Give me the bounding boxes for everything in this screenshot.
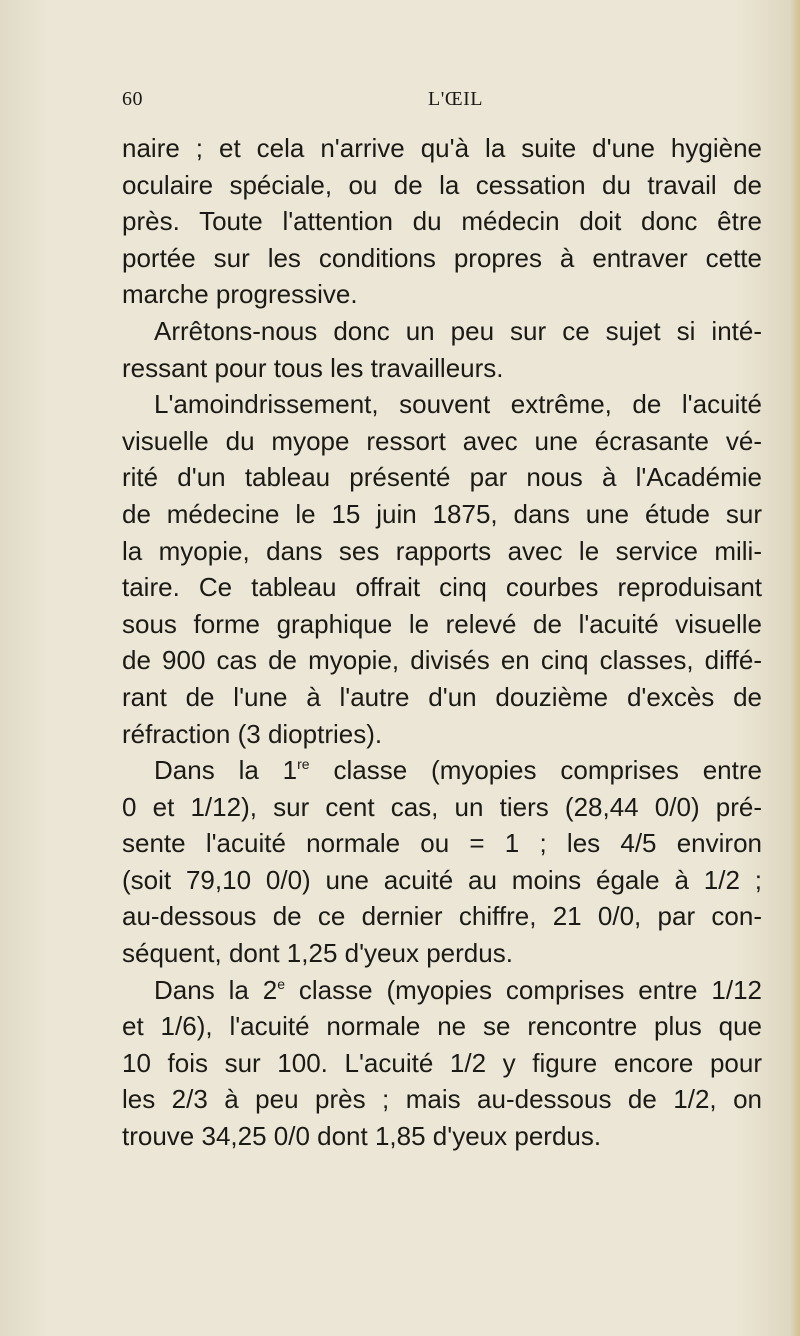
text-line: la myopie, dans ses rapports avec le service mili- — [122, 535, 762, 566]
text-line: 0 et 1/12), sur cent cas, un tiers (28,44 0/0) pré- — [122, 791, 762, 822]
text-line: sente l'acuité normale ou = 1 ; les 4/5 environ — [122, 828, 762, 859]
text-line: ressant pour tous les travailleurs. — [122, 352, 504, 383]
text-line: trouve 34,25 0/0 dont 1,85 d'yeux perdus. — [122, 1121, 602, 1152]
text-line: les 2/3 à peu près ; mais au-dessous de 1/2, on — [122, 1084, 762, 1115]
text-line: portée sur les conditions propres à entraver cette — [122, 242, 762, 273]
text-fragment: Dans la 2 — [154, 974, 278, 1005]
text-line-with-superscript — [122, 752, 762, 789]
text-line: visuelle du myope ressort avec une écrasante vé- — [122, 425, 762, 456]
text-line: rant de l'une à l'autre d'un douzième d'excès de — [122, 681, 762, 712]
text-line: oculaire spéciale, ou de la cessation du travail de — [122, 169, 762, 200]
text-line: de médecine le 15 juin 1875, dans une étude sur — [122, 498, 762, 529]
text-line: Arrêtons-nous donc un peu sur ce sujet si inté- — [154, 315, 762, 346]
text-line: rité d'un tableau présenté par nous à l'Académie — [122, 462, 762, 493]
text-line: taire. Ce tableau offrait cinq courbes reproduisant — [122, 572, 762, 603]
text-line: L'amoindrissement, souvent extrême, de l'acuité — [154, 389, 762, 420]
text-line: de 900 cas de myopie, divisés en cinq classes, diffé- — [122, 645, 762, 676]
ordinal-superscript: e — [277, 975, 285, 992]
text-line-with-superscript — [122, 972, 762, 1009]
text-line: (soit 79,10 0/0) une acuité au moins égale à 1/2 ; — [122, 864, 762, 895]
page-edge — [790, 0, 800, 1336]
text-line: sous forme graphique le relevé de l'acuité visuelle — [122, 608, 762, 639]
text-line: près. Toute l'attention du médecin doit donc être — [122, 206, 762, 237]
ordinal-superscript: re — [297, 756, 310, 773]
text-line: réfraction (3 dioptries). — [122, 718, 383, 749]
text-fragment: classe (myopies comprises entre 1/12 — [285, 974, 763, 1005]
text-line: marche progressive. — [122, 279, 358, 310]
text-line: séquent, dont 1,25 d'yeux perdus. — [122, 938, 513, 969]
text-fragment: Dans la 1 — [154, 755, 298, 786]
text-line: 10 fois sur 100. L'acuité 1/2 y figure encore pour — [122, 1047, 762, 1078]
text-line: au-dessous de ce dernier chiffre, 21 0/0, par con- — [122, 901, 762, 932]
running-title: L'ŒIL — [428, 88, 483, 110]
page-number: 60 — [122, 88, 143, 110]
body-text — [122, 130, 762, 1155]
text-line: naire ; et cela n'arrive qu'à la suite d'une hygiène — [122, 133, 762, 163]
text-fragment: classe (myopies comprises entre — [309, 755, 762, 786]
text-line: et 1/6), l'acuité normale ne se rencontre plus que — [122, 1011, 762, 1042]
running-head — [122, 88, 762, 116]
